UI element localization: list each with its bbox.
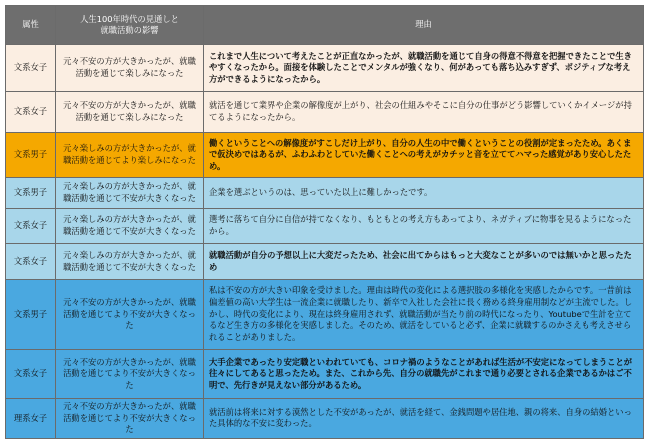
cell-outlook-effect: 元々楽しみの方が大きかったが、就職活動を通じて不安が大きくなった xyxy=(56,209,204,244)
cell-reason: 就活前は将来に対する漠然とした不安があったが、就活を経て、金銭問題や居住地、親の将来、自身の結婚といった具体的な不安に変わった。 xyxy=(204,399,644,439)
survey-table xyxy=(5,5,644,439)
table-row xyxy=(6,209,644,244)
cell-reason: 私は不安の方が大きい印象を受けました。理由は時代の変化による選択肢の多様化を実感したからです。一昔前は偏差値の高い大学生は一流企業に就職したり、新卒で入社した会社に長く務める終身雇用制などが主流でした。しかし、時代の変化により、現在は終身雇用されず、就職活動が当たり前の時代になったり、Youtubeで生計を立てるなど生き方の多様化を実感しました。そのため、就活をしていると必ず、企業に就職するのかさえも考えさせられることがありました。 xyxy=(204,280,644,350)
cell-reason: 選考に落ちて自分に自信が持てなくなり、もともとの考え方もあってより、ネガティブに物事を見るようになったから。 xyxy=(204,209,644,244)
cell-reason: これまで人生について考えたことが正直なかったが、就職活動を通じて自身の得意不得意を把握できたことで生きやすくなったから。面接を体験したことでメンタルが強くなり、何があっても落ち込みすぎず、ポジティブな考え方ができるようになったから。 xyxy=(204,45,644,92)
cell-reason: 働くということへの解像度がすこしだけ上がり、自分の人生の中で働くということの役割が定まったため。あくまで仮決めではあるが、ふわふわとしていた働くことへの考えがカチッと音を立ててハマった感覚があり安心したため。 xyxy=(204,133,644,178)
header-outlook-effect: 人生100年時代の見通しと 就職活動の影響 xyxy=(56,6,204,45)
cell-attribute: 文系女子 xyxy=(6,209,56,244)
cell-outlook-effect: 元々楽しみの方が大きかったが、就職活動を通じて不安が大きくなった xyxy=(56,244,204,280)
cell-attribute: 文系女子 xyxy=(6,92,56,133)
cell-attribute: 理系女子 xyxy=(6,399,56,439)
cell-outlook-effect: 元々不安の方が大きかったが、就職活動を通じてより不安が大きくなった xyxy=(56,399,204,439)
cell-outlook-effect: 元々不安の方が大きかったが、就職活動を通じて楽しみになった xyxy=(56,45,204,92)
table-header-row xyxy=(6,6,644,45)
table-row xyxy=(6,350,644,399)
table-row xyxy=(6,45,644,92)
header-reason: 理由 xyxy=(204,6,644,45)
table-row xyxy=(6,178,644,209)
table-row xyxy=(6,399,644,439)
table-row xyxy=(6,133,644,178)
cell-attribute: 文系男子 xyxy=(6,280,56,350)
cell-outlook-effect: 元々不安の方が大きかったが、就職活動を通じてより不安が大きくなった xyxy=(56,350,204,399)
cell-attribute: 文系女子 xyxy=(6,244,56,280)
cell-outlook-effect: 元々楽しみの方が大きかったが、就職活動を通じてより楽しみになった xyxy=(56,133,204,178)
cell-attribute: 文系男子 xyxy=(6,178,56,209)
header-attribute: 属性 xyxy=(6,6,56,45)
cell-outlook-effect: 元々不安の方が大きかったが、就職活動を通じて楽しみになった xyxy=(56,92,204,133)
table-body xyxy=(6,45,644,439)
cell-reason: 就職活動が自分の予想以上に大変だったため、社会に出てからはもっと大変なことが多いのでは無いかと思ったため xyxy=(204,244,644,280)
cell-outlook-effect: 元々楽しみの方が大きかったが、就職活動を通じて不安が大きくなった xyxy=(56,178,204,209)
cell-attribute: 文系男子 xyxy=(6,133,56,178)
cell-reason: 企業を選ぶというのは、思っていた以上に難しかったです。 xyxy=(204,178,644,209)
cell-attribute: 文系女子 xyxy=(6,45,56,92)
table-row xyxy=(6,92,644,133)
table-row xyxy=(6,244,644,280)
cell-outlook-effect: 元々不安の方が大きかったが、就職活動を通じてより不安が大きくなった xyxy=(56,280,204,350)
survey-table-container xyxy=(5,5,643,439)
cell-reason: 大手企業であったり安定職といわれていても、コロナ禍のようなことがあれば生活が不安定になってしまうことが往々にしてあると思ったため。また、これから先、自分の就職先がこれまで通り必要とされる企業であるかはご不明で、先行きが見えない部分があるため。 xyxy=(204,350,644,399)
cell-attribute: 文系女子 xyxy=(6,350,56,399)
table-row xyxy=(6,280,644,350)
cell-reason: 就活を通じて業界や企業の解像度が上がり、社会の仕組みやそこに自分の仕事がどう影響していくかイメージが持てるようになったから。 xyxy=(204,92,644,133)
